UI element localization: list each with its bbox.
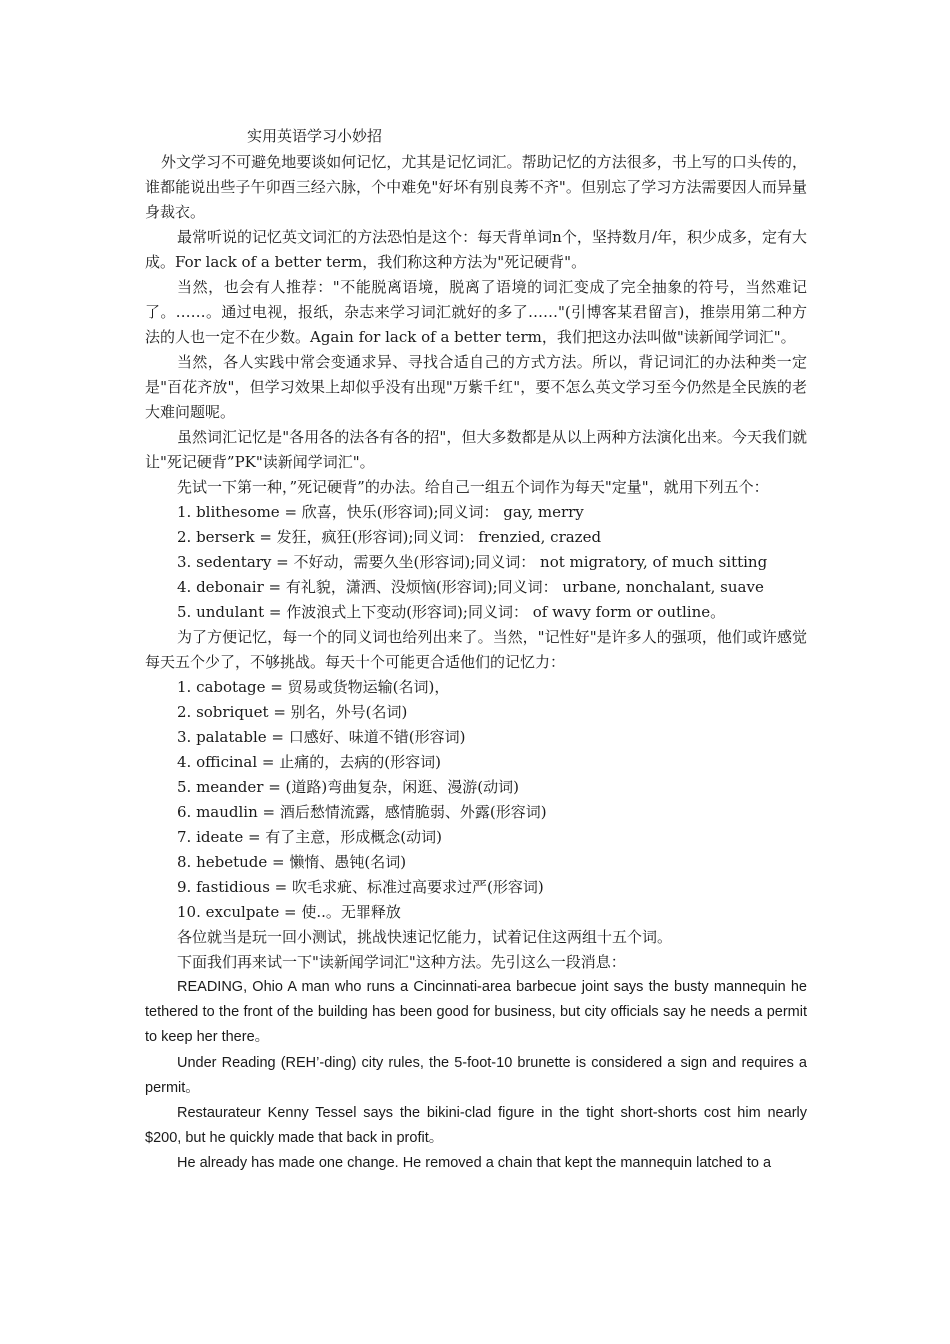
list-item: 4. debonair = 有礼貌，潇洒、没烦恼(形容词);同义词： urbane, nonchalant, suave — [177, 578, 764, 596]
paragraph: 外文学习不可避免地要谈如何记忆，尤其是记忆词汇。帮助记忆的方法很多，书上写的口头传的，谁都能说出些子午卯酉三经六脉，个中难免"好坏有别良莠不齐"。但别忘了学习方法需要因人而异量身裁衣。 — [145, 153, 807, 221]
list-item: 6. maudlin = 酒后愁情流露，感情脆弱、外露(形容词) — [177, 803, 547, 821]
word-list-five — [145, 500, 807, 625]
list-item: 8. hebetude = 懒惰、愚钝(名词) — [177, 853, 407, 871]
list-item: 9. fastidious = 吹毛求疵、标准过高要求过严(形容词) — [177, 878, 544, 896]
news-paragraph: He already has made one change. He removed a chain that kept the mannequin latched to a — [177, 1155, 772, 1172]
news-paragraph: Under Reading (REH’-ding) city rules, the 5-foot-10 brunette is considered a sign and requires a permit。 — [145, 1054, 807, 1096]
word-list-ten — [145, 675, 807, 925]
document-body — [145, 124, 807, 1177]
list-item: 5. meander = (道路)弯曲复杂，闲逛、漫游(动词) — [177, 778, 519, 796]
paragraph: 最常听说的记忆英文词汇的方法恐怕是这个：每天背单词n个，坚持数月/年，积少成多，定有大成。For lack of a better term，我们称这种方法为"死记硬背"。 — [145, 228, 807, 271]
list-item: 10. exculpate = 使..。无罪释放 — [177, 903, 401, 921]
paragraph: 先试一下第一种，”死记硬背”的办法。给自己一组五个词作为每天"定量"，就用下列五个： — [177, 478, 769, 496]
document-title: 实用英语学习小妙招 — [247, 127, 383, 145]
paragraph: 各位就当是玩一回小测试，挑战快速记忆能力，试着记住这两组十五个词。 — [177, 928, 673, 946]
list-item: 3. palatable = 口感好、味道不错(形容词) — [177, 728, 466, 746]
paragraph: 下面我们再来试一下"读新闻学词汇"这种方法。先引这么一段消息： — [177, 953, 626, 971]
news-paragraph: READING, Ohio A man who runs a Cincinnati-area barbecue joint says the busty mannequin he tethered to the front of the building has been good for business, but city officials say he needs a permit to keep her there。 — [145, 979, 807, 1046]
list-item: 7. ideate = 有了主意，形成概念(动词) — [177, 828, 443, 846]
paragraph: 当然，各人实践中常会变通求异、寻找合适自己的方式方法。所以，背记词汇的办法种类一定是"百花齐放"，但学习效果上却似乎没有出现"万紫千红"，要不怎么英文学习至今仍然是全民族的老大难问题呢。 — [145, 353, 807, 421]
paragraph: 虽然词汇记忆是"各用各的法各有各的招"，但大多数都是从以上两种方法演化出来。今天我们就让"死记硬背”PK"读新闻学词汇"。 — [145, 428, 807, 471]
list-item: 4. officinal = 止痛的，去病的(形容词) — [177, 753, 441, 771]
list-item: 3. sedentary = 不好动，需要久坐(形容词);同义词： not migratory, of much sitting — [177, 553, 768, 571]
paragraph: 为了方便记忆，每一个的同义词也给列出来了。当然，"记性好"是许多人的强项，他们或许感觉每天五个少了，不够挑战。每天十个可能更合适他们的记忆力： — [145, 628, 807, 671]
list-item: 2. berserk = 发狂，疯狂(形容词);同义词： frenzied, crazed — [177, 528, 602, 546]
list-item: 2. sobriquet = 别名，外号(名词) — [177, 703, 408, 721]
paragraph: 当然，也会有人推荐："不能脱离语境，脱离了语境的词汇变成了完全抽象的符号，当然难记了。……。通过电视，报纸，杂志来学习词汇就好的多了……"(引博客某君留言)，推崇用第二种方法的人也一定不在少数。Again for lack of a better term，我们把这办法叫做"读新闻学词汇"。 — [145, 278, 807, 346]
list-item: 5. undulant = 作波浪式上下变动(形容词);同义词： of wavy form or outline。 — [177, 603, 726, 621]
list-item: 1. cabotage = 贸易或货物运输(名词)， — [177, 678, 450, 696]
news-paragraph: Restaurateur Kenny Tessel says the bikini-clad figure in the tight short-shorts cost him nearly $200, but he quickly made that back in profit。 — [145, 1105, 807, 1147]
list-item: 1. blithesome = 欣喜，快乐(形容词);同义词： gay, merry — [177, 503, 584, 521]
news-excerpt — [145, 975, 807, 1177]
